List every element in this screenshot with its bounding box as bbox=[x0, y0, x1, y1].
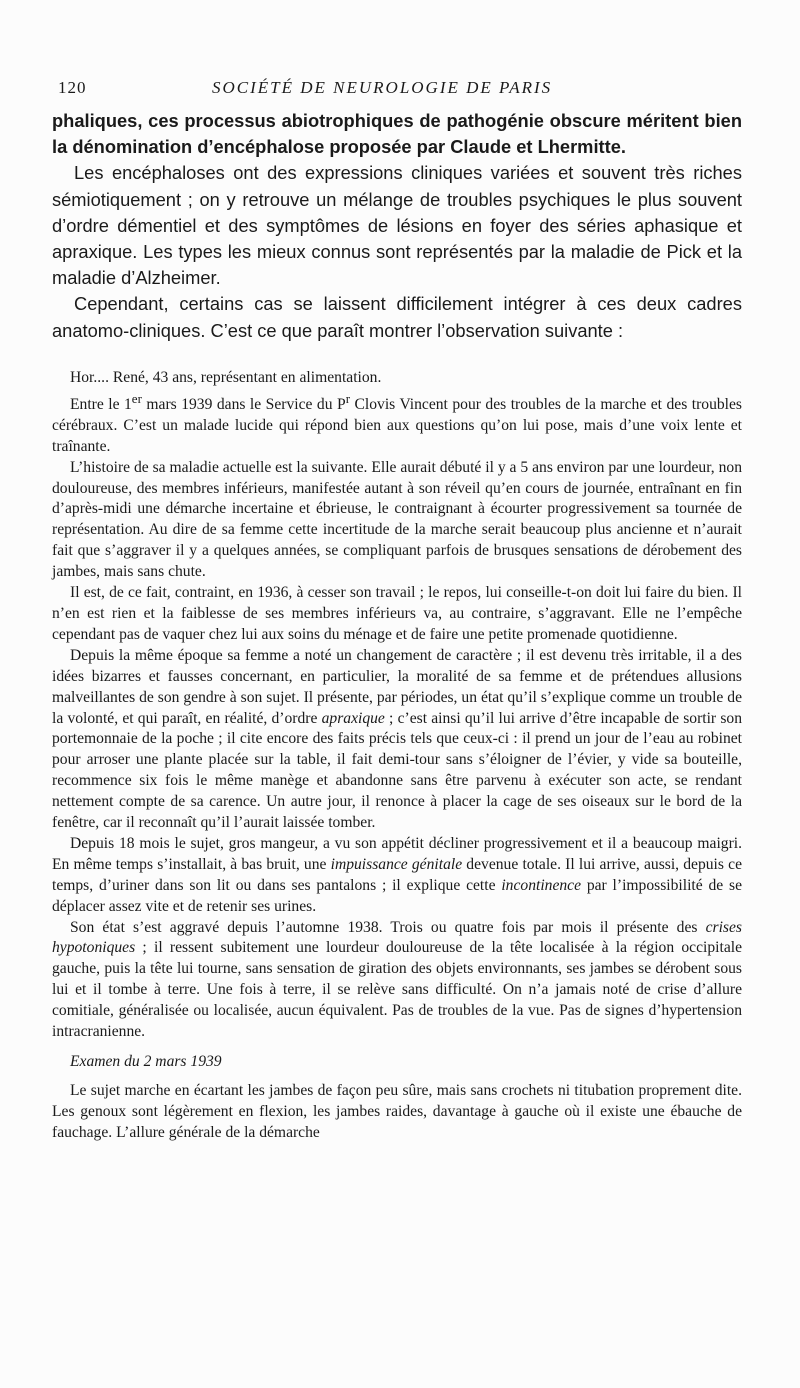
case-admission: Entre le 1er mars 1939 dans le Service du $P^r$ Clovis Vincent pour des troubles de la marche et des troubles cérébraux. C’est un malade lucide qui répond bien aux questions qu’on lui pose, mais d’une voix lente et traînante. bbox=[52, 390, 742, 455]
case-appetite: Depuis 18 mois le sujet, gros mangeur, a vu son appétit décliner progressivement et il a beaucoup maigri. En même temps s’installait, à bas bruit, une impuissance génitale devenue totale. Il lui arrive, aussi, depuis ce temps, d’uriner dans son lit ou dans ses pantalons ; il explique cette incontinence par l’impossibilité de se déplacer assez vite et de retenir ses urines. bbox=[52, 834, 742, 915]
case-crises: Son état s’est aggravé depuis l’automne 1938. Trois ou quatre fois par mois il présente des crises hypotoniques ; il ressent subitement une lourdeur douloureuse de la tête localisée à la région occipitale gauche, puis la tête lui tourne, sans sensation de giration des objets environnants, ses jambes se dérobent sous lui et il tombe à terre. Une fois à terre, il se relève sans difficulté. On n’a jamais noté de crise d’allure comitiale, généralisée ou localisée, aucun équivalent. Pas de troubles de la vue. Pas de signes d’hypertension intracranienne. bbox=[52, 918, 742, 1041]
page-number: 120 bbox=[58, 78, 87, 97]
examen-heading: Examen du 2 mars 1939 bbox=[70, 1053, 222, 1071]
lead-paragraph-2: Les encéphaloses ont des expressions cliniques variées et souvent très riches sémiotiquement ; on y retrouve un mélange de troubles psychiques le plus souvent d’ordre démentiel et des symptômes de lésions en foyer des séries aphasique et apraxique. Les types les mieux connus sont représentés par la maladie de Pick et la maladie d’Alzheimer. bbox=[52, 162, 742, 289]
case-work: Il est, de ce fait, contraint, en 1936, à cesser son travail ; le repos, lui conseille-t-on doit lui faire du bien. Il n’en est rien et la faiblesse de ses membres inférieurs va, au contraire, s’aggravant. Elle ne l’empêche cependant pas de vaquer chez lui aux soins du ménage et de faire une petite promenade quotidienne. bbox=[52, 584, 742, 643]
case-intro: Hor.... René, 43 ans, représentant en alimentation. bbox=[70, 368, 382, 386]
running-head: SOCIÉTÉ DE NEUROLOGIE DE PARIS bbox=[212, 78, 553, 97]
lead-text bbox=[52, 108, 742, 344]
lead-paragraph-3: Cependant, certains cas se laissent difficilement intégrer à ces deux cadres anatomo-cliniques. C’est ce que paraît montrer l’observation suivante : bbox=[52, 293, 742, 341]
lead-paragraph-1: phaliques, ces processus abiotrophiques de pathogénie obscure méritent bien la dénomination d’encéphalose proposée par Claude et Lhermitte. bbox=[52, 110, 742, 158]
case-history: L’histoire de sa maladie actuelle est la suivante. Elle aurait débuté il y a 5 ans environ par une lourdeur, non douloureuse, des membres inférieurs, manifestée autant à son réveil qu’en cours de journée, entraînant en fin d’après-midi une démarche incertaine et ébrieuse, le contraignant à écourter progressivement sa tournée de représentation. Au dire de sa femme cette incertitude de la marche serait beaucoup plus ancienne et n’aurait fait que s’aggraver il y a quelques années, se compliquant parfois de brusques sensations de dérobement des jambes, mais sans chute. bbox=[52, 458, 742, 581]
page-header bbox=[52, 78, 742, 108]
case-report bbox=[52, 368, 742, 1144]
case-gait: Le sujet marche en écartant les jambes de façon peu sûre, mais sans crochets ni titubation proprement dite. Les genoux sont légèrement en flexion, les jambes raides, davantage à gauche où il existe une ébauche de fauchage. L’allure générale de la démarche bbox=[52, 1081, 742, 1141]
case-character: Depuis la même époque sa femme a noté un changement de caractère ; il est devenu très irritable, il a des idées bizarres et fausses concernant, en particulier, la moralité de sa femme et de prétendues allusions malveillantes de son gendre à son sujet. Il présente, par périodes, un état qu’il s’explique comme un trouble de la volonté, et qui paraît, en réalité, d’ordre apraxique ; c’est ainsi qu’il lui arrive d’être incapable de sortir son portemonnaie de la poche ; il cite encore des faits précis tels que ceux-ci : il prend un jour de l’eau au robinet pour arroser une plante placée sur la table, il fait demi-tour sans s’éloigner de l’évier, y vide sa bouteille, recommence six fois le même manège et abandonne sans être parvenu à exécuter son acte, se rendant nettement compte de sa carence. Un autre jour, il renonce à placer la cage de ses oiseaux sur le bord de la fenêtre, car il reconnaît qu’il l’aurait laissée tomber. bbox=[52, 646, 742, 832]
